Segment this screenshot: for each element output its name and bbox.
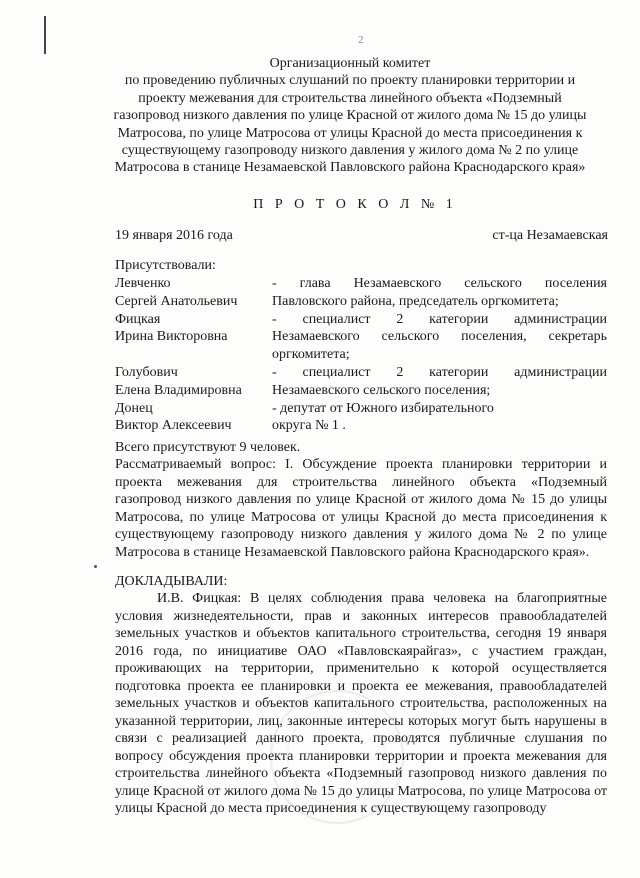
- attendee-name: Виктор Алексеевич: [115, 418, 232, 434]
- header-line: существующему газопроводу низкого давления у жилого дома № 2 по улице: [121, 143, 579, 159]
- date-place-row: [115, 228, 608, 244]
- attendee-role: округа № 1 .: [272, 418, 346, 434]
- attendee-name: Фицкая: [115, 311, 161, 327]
- attendee-name: Ирина Викторовна: [115, 329, 228, 345]
- attendee-name: Левченко: [115, 276, 171, 291]
- attendee-role: Незамаевского сельского поселения, секретарь: [272, 329, 607, 345]
- attendee-role: Павловского района, председатель оргкомитета;: [272, 293, 559, 309]
- attendee-name: Донец: [115, 400, 153, 416]
- header-line: Организационный комитет: [269, 56, 431, 71]
- header-line: по проведению публичных слушаний по проекту планировки территории и: [124, 73, 576, 89]
- header-line: проекту межевания для строительства линейного объекта «Подземный: [138, 90, 562, 106]
- attendee-role: - специалист 2 категории администрации: [272, 364, 607, 380]
- attendee-role: оргкомитета;: [272, 347, 350, 363]
- header-line: Матросова в станице Незамаевской Павловского района Краснодарского края»: [114, 160, 586, 176]
- attendee-name: [115, 346, 272, 364]
- attendee-name: Голубович: [115, 364, 178, 380]
- header-line: газопровод низкого давления по улице Красной от жилого дома № 15 до улицы: [113, 108, 587, 124]
- reported-heading: ДОКЛАДЫВАЛИ:: [115, 574, 228, 589]
- total-present: Всего присутствуют 9 человек.: [115, 440, 301, 455]
- header-line: Матросова, по улице Матросова от улицы Красной до места присоединения к: [117, 125, 583, 141]
- attendee-role: - глава Незамаевского сельского поселения: [272, 276, 607, 291]
- attendee-name: Елена Владимировна: [115, 382, 242, 398]
- margin-mark: [44, 16, 46, 54]
- attendee-role: - специалист 2 категории администрации: [272, 311, 607, 327]
- attendee-name: Сергей Анатольевич: [115, 293, 238, 309]
- ink-dot: [94, 565, 97, 568]
- attendee-role: Незамаевского сельского поселения;: [272, 382, 491, 398]
- document-header: [110, 55, 590, 177]
- speech-paragraph: И.В. Фицкая: В целях соблюдения права человека на благоприятные условия жизнедеятельности, прав и законных интересов правообладателей земельных участков и объектов капитального строительства, сегодня 19 января 2016 года, по инициативе ОАО «Павловскаярайгаз», с участием граждан, проживающих на территории, применительно к которой осуществляется подготовка проекта ее планировки и проекта ее межевания, правообладателей земельных участков и объектов капитального строительства, расположенных на указанной территории, лиц, законные интересы которых могут быть нарушены в связи с реализацией данного проекта, проводятся публичные слушания по вопросу обсуждения проекта планировки территории и проекта межевания для строительства линейного объекта «Подземный газопровод низкого давления по улице Красной от жилого дома № 15 до улицы Матросова, по улице Матросова от улицы Красной до места присоединения к существующему газопроводу: [115, 591, 607, 816]
- attendees-list: [115, 275, 607, 435]
- document-place: ст-ца Незамаевская: [492, 228, 608, 243]
- issue-paragraph: Рассматриваемый вопрос: I. Обсуждение проекта планировки территории и проекта межевания для строительства линейного объекта «Подземный газопровод низкого давления по улице Красной от жилого дома № 15 до улицы Матросова, по улице Матросова от улицы Красной до места присоединения к существующему газопроводу низкого давления у жилого дома № 2 по улице Матросова в станице Незамаевской Павловского района Краснодарского края».: [115, 457, 607, 560]
- document-title: П Р О Т О К О Л № 1: [253, 197, 457, 212]
- page-number: 2: [358, 34, 364, 46]
- present-heading: Присутствовали:: [115, 258, 216, 273]
- document-date: 19 января 2016 года: [115, 228, 233, 243]
- attendee-role: - депутат от Южного избирательного: [272, 400, 494, 416]
